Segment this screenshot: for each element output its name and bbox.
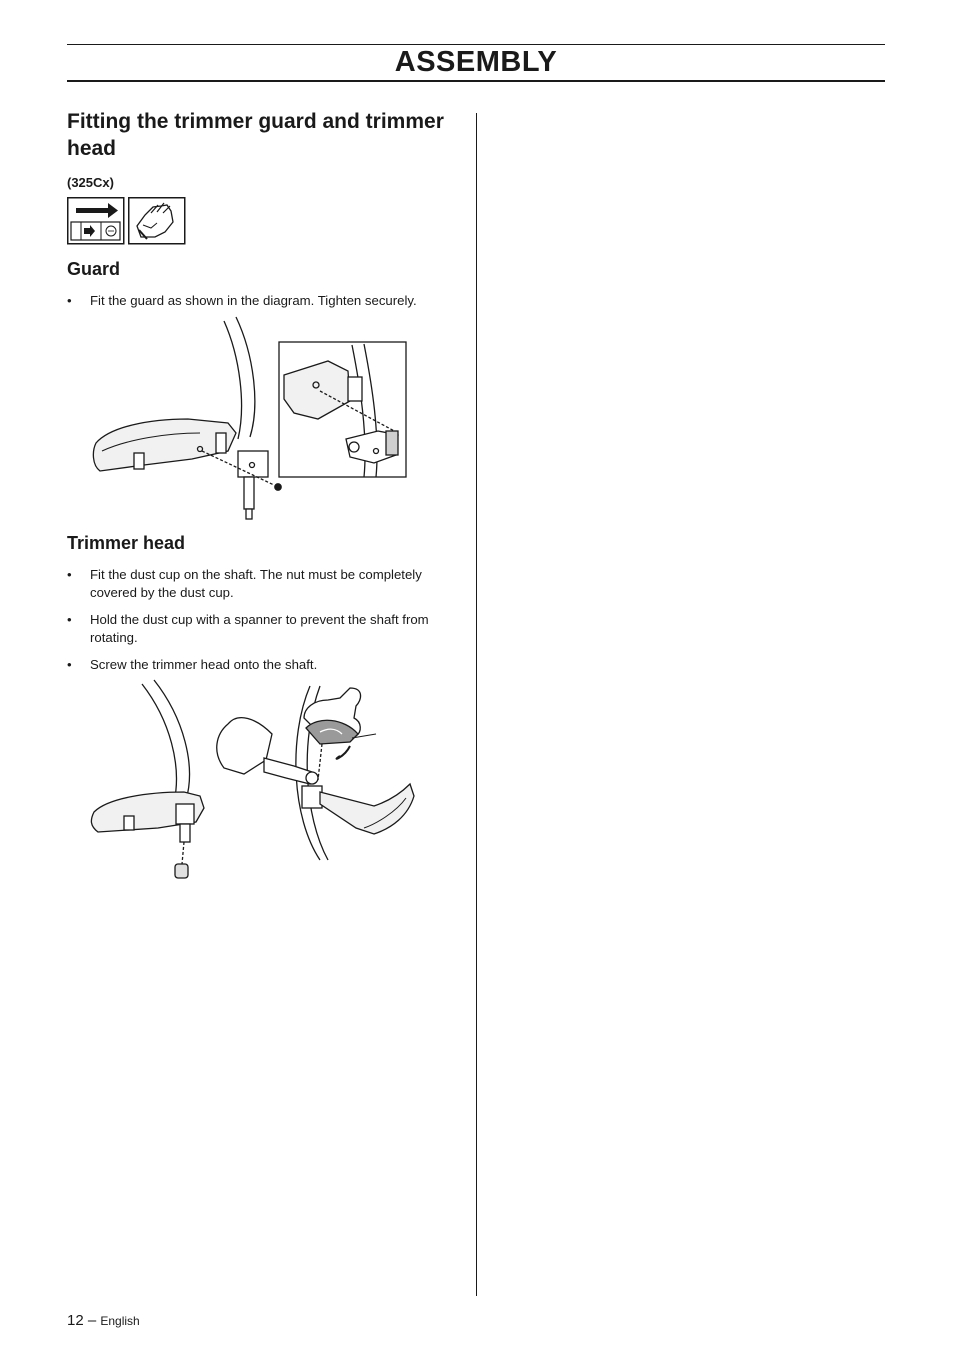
trimmer-head-title: Trimmer head: [67, 533, 186, 553]
guard-title: Guard: [67, 259, 121, 279]
page-number: 12 –: [67, 1312, 97, 1329]
list-item: • Fit the guard as shown in the diagram. Tighten securely.: [67, 292, 457, 310]
list-item: • Fit the dust cup on the shaft. The nut must be completely covered by the dust cup.: [67, 566, 457, 601]
section-title: Fitting the trimmer guard and trimmer head: [67, 110, 444, 160]
trimmer-head-diagram-illustration: [88, 678, 420, 884]
trimmer-head-diagram: [88, 678, 420, 889]
icon-strip: [67, 197, 187, 245]
page-footer: [67, 1312, 140, 1329]
list-item: • Hold the dust cup with a spanner to prevent the shaft from rotating.: [67, 611, 457, 646]
guard-diagram: [88, 315, 410, 528]
read-manual-icon: [68, 198, 124, 244]
model-label: (325Cx): [67, 175, 114, 190]
footer-language: English: [100, 1314, 140, 1328]
guard-diagram-illustration: [88, 315, 410, 523]
trimmer-head-bullets: [67, 566, 457, 684]
page-header-title: ASSEMBLY: [394, 46, 558, 78]
list-item: • Screw the trimmer head onto the shaft.: [67, 656, 457, 674]
header-bottom-rule: [67, 80, 885, 82]
column-divider: [476, 113, 477, 1296]
safety-icons: [67, 197, 187, 250]
protective-gloves-icon: [129, 198, 185, 244]
